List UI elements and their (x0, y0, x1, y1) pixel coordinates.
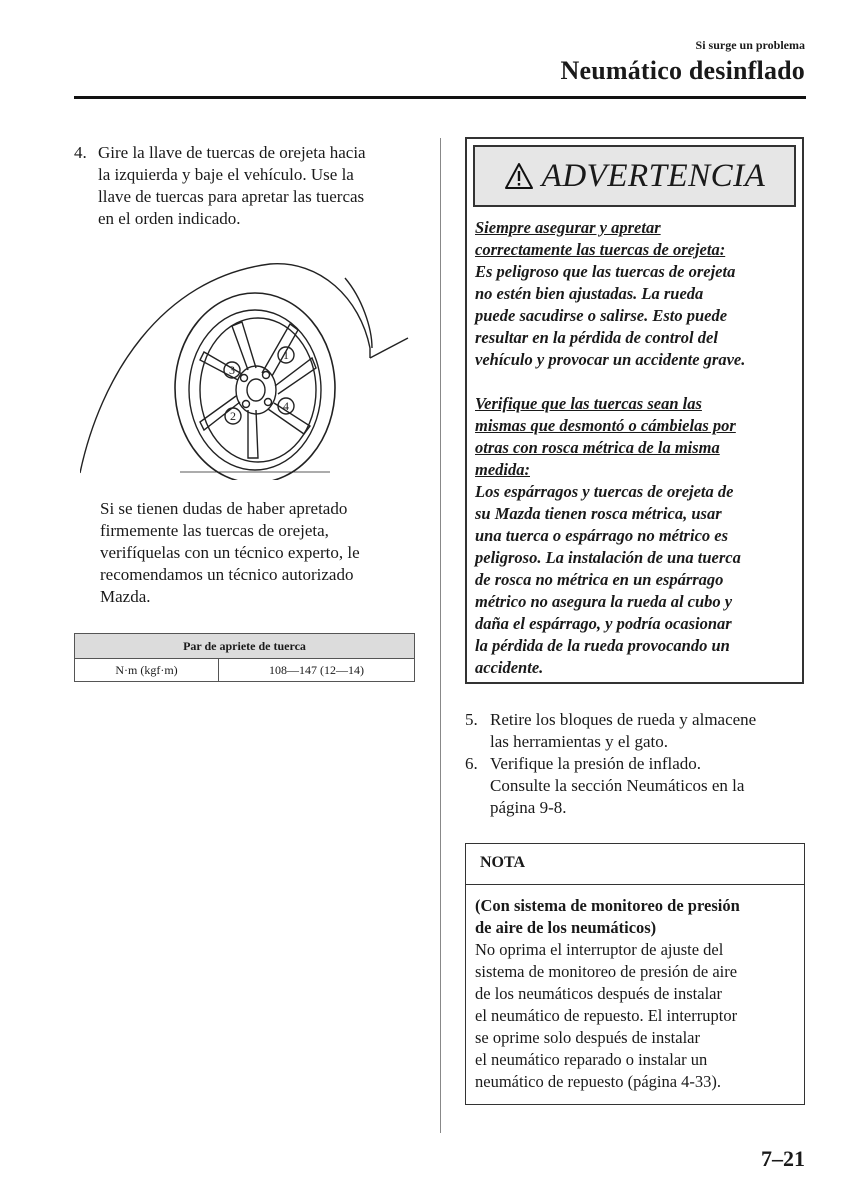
step-text (98, 142, 414, 230)
text-line: la izquierda y baje el vehículo. Use la (98, 165, 354, 184)
warning-heading-line: medida: (475, 460, 530, 479)
table-cell-unit: N·m (kgf·m) (75, 659, 219, 682)
page-title: Neumático desinflado (560, 56, 805, 85)
warning-heading-line: otras con rosca métrica de la misma (475, 438, 720, 457)
warning-text-line: no estén bien ajustadas. La rueda (475, 284, 704, 303)
note-heading-line: de aire de los neumáticos) (475, 918, 657, 937)
lug-label-2: 2 (230, 409, 236, 423)
note-text-line: de los neumáticos después de instalar (475, 984, 722, 1003)
step-number: 6. (465, 754, 478, 773)
left-column (74, 142, 414, 230)
warning-heading-line: correctamente las tuercas de orejeta: (475, 240, 726, 259)
note-text-line: sistema de monitoreo de presión de aire (475, 962, 738, 981)
fender-arch (80, 264, 370, 473)
step-6 (465, 753, 810, 819)
warning-text-line: una tuerca o espárrago no métrico es (475, 526, 729, 545)
note-box (465, 843, 805, 1105)
text-line: recomendamos un técnico autorizado (100, 565, 354, 584)
section-title: Si surge un problema (695, 38, 805, 52)
step-5 (465, 709, 810, 753)
note-label: NOTA (466, 844, 804, 885)
wheel-illustration (80, 258, 410, 480)
warning-text-line: métrico no asegura la rueda al cubo y (475, 592, 733, 611)
text-line: Consulte la sección Neumáticos en la (490, 776, 745, 795)
warning-body (475, 217, 792, 679)
note-text-line: se oprime solo después de instalar (475, 1028, 700, 1047)
note-text-line: No oprima el interruptor de ajuste del (475, 940, 724, 959)
warning-text-line: vehículo y provocar un accidente grave. (475, 350, 746, 369)
text-line: Gire la llave de tuercas de orejeta hacia (98, 143, 366, 162)
text-line: Verifique la presión de inflado. (490, 754, 702, 773)
lug-label-4: 4 (283, 399, 289, 413)
warning-text-line: accidente. (475, 658, 544, 677)
right-steps (465, 709, 810, 819)
note-heading-line: (Con sistema de monitoreo de presión (475, 896, 740, 915)
warning-text-line: Los espárragos y tuercas de orejeta de (475, 482, 734, 501)
step-4 (74, 142, 414, 230)
warning-box (465, 137, 804, 684)
warning-heading-line: mismas que desmontó o cámbielas por (475, 416, 736, 435)
warning-heading-line: Verifique que las tuercas sean las (475, 394, 702, 413)
table-row (75, 659, 415, 682)
text-line: Retire los bloques de rueda y almacene (490, 710, 757, 729)
lug-label-3: 3 (229, 363, 235, 377)
step-number: 4. (74, 143, 87, 162)
warning-heading-line: Siempre asegurar y apretar (475, 218, 661, 237)
step-text (490, 753, 810, 819)
warning-text-line: de rosca no métrica en un espárrago (475, 570, 724, 589)
step-number: 5. (465, 710, 478, 729)
warning-triangle-icon (504, 162, 534, 190)
note-text-line: neumático de repuesto (página 4-33). (475, 1072, 722, 1091)
warning-text-line: puede sacudirse o salirse. Esto puede (475, 306, 728, 325)
note-body (466, 885, 804, 1093)
warning-text-line: su Mazda tienen rosca métrica, usar (475, 504, 722, 523)
step-text (490, 709, 810, 753)
warning-title-bar (473, 145, 796, 207)
paragraph-gap (475, 371, 792, 393)
table-cell-value: 108—147 (12—14) (219, 659, 415, 682)
warning-title: ADVERTENCIA (541, 157, 766, 194)
text-line: Mazda. (100, 587, 151, 606)
text-line: en el orden indicado. (98, 209, 241, 228)
warning-text-line: daña el espárrago, y podría ocasionar (475, 614, 732, 633)
page-number: 7–21 (761, 1146, 805, 1171)
warning-text-line: resultar en la pérdida de control del (475, 328, 718, 347)
followup-paragraph (100, 498, 410, 608)
tire-outline (175, 293, 335, 480)
text-line: página 9-8. (490, 798, 567, 817)
text-line: Si se tienen dudas de haber apretado (100, 499, 348, 518)
note-text-line: el neumático de repuesto. El interruptor (475, 1006, 738, 1025)
lug-label-1: 1 (283, 348, 289, 362)
note-text-line: el neumático reparado o instalar un (475, 1050, 708, 1069)
column-divider (440, 138, 441, 1133)
text-line: verifíquelas con un técnico experto, le (100, 543, 360, 562)
text-line: firmemente las tuercas de orejeta, (100, 521, 329, 540)
warning-text-line: la pérdida de la rueda provocando un (475, 636, 730, 655)
warning-text-line: Es peligroso que las tuercas de orejeta (475, 262, 736, 281)
header-rule (74, 96, 806, 99)
table-header: Par de apriete de tuerca (75, 634, 415, 659)
warning-text-line: peligroso. La instalación de una tuerca (475, 548, 741, 567)
text-line: las herramientas y el gato. (490, 732, 668, 751)
text-line: llave de tuercas para apretar las tuercas (98, 187, 365, 206)
torque-table (74, 633, 415, 682)
